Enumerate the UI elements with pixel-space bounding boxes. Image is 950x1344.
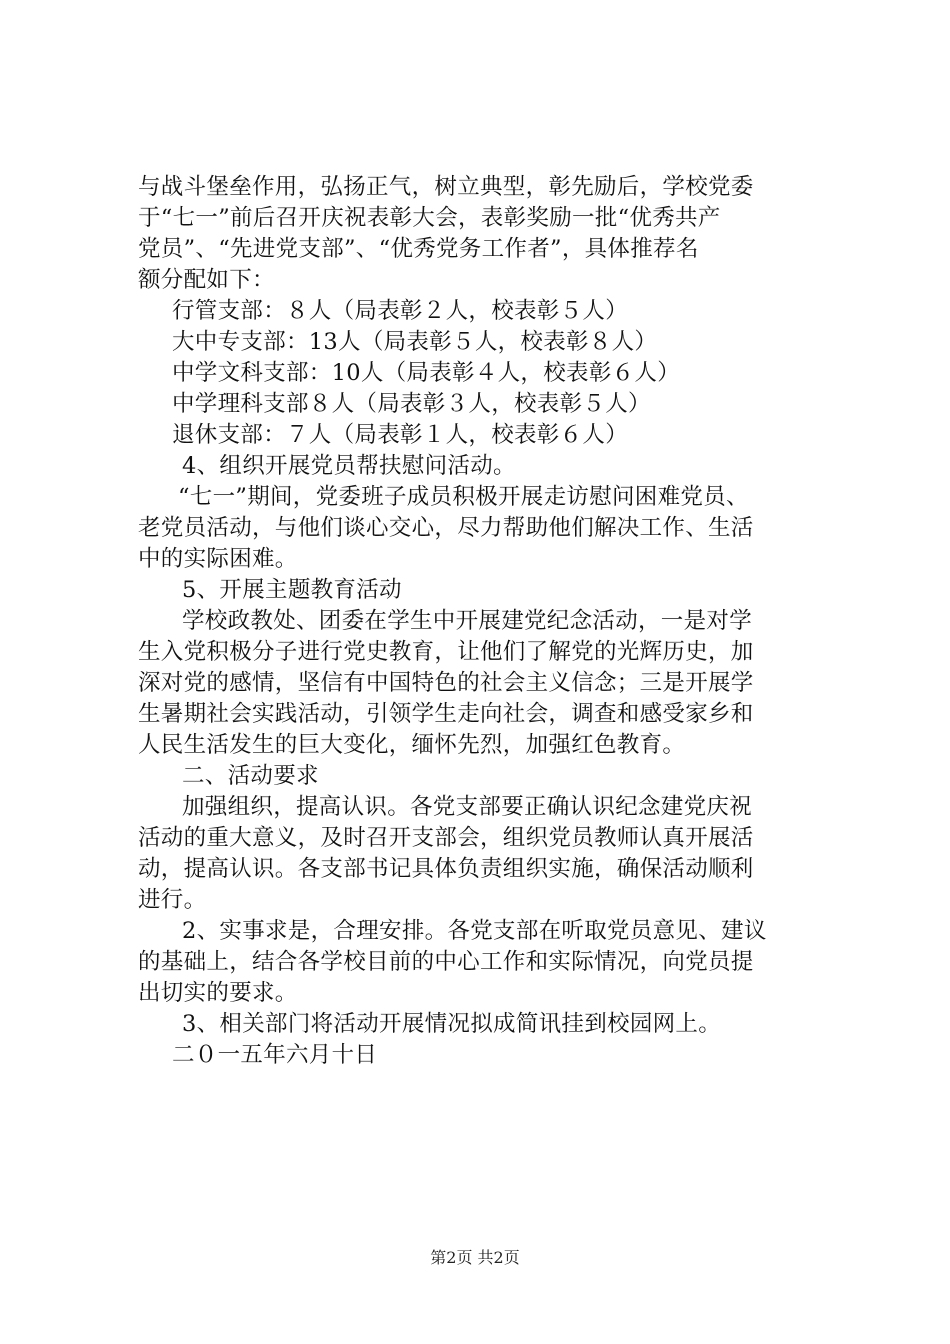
text-line: 深对党的感情，坚信有中国特色的社会主义信念；三是开展学 xyxy=(138,670,754,696)
text-line: 2、实事求是，合理安排。各党支部在听取党员意见、建议 xyxy=(182,918,767,944)
text-line: 老党员活动，与他们谈心交心，尽力帮助他们解决工作、生活 xyxy=(138,515,754,541)
text-line: 党员”、“先进党支部”、“优秀党务工作者”，具体推荐名 xyxy=(138,236,699,262)
text-line: 加强组织，提高认识。各党支部要正确认识纪念建党庆祝 xyxy=(182,794,753,820)
text-line: 与战斗堡垒作用，弘扬正气，树立典型，彰先励后，学校党委 xyxy=(138,174,754,200)
text-line: 进行。 xyxy=(138,887,207,913)
text-line: 额分配如下： xyxy=(138,267,275,293)
quota-item-retired: 退休支部：７人（局表彰１人，校表彰６人） xyxy=(172,422,629,448)
document-date: 二０一五年六月十日 xyxy=(172,1042,378,1068)
text-line: 学校政教处、团委在学生中开展建党纪念活动，一是对学 xyxy=(182,608,753,634)
text-line: 出切实的要求。 xyxy=(138,980,298,1006)
quota-item-liberal-arts: 中学文科支部：10人（局表彰４人，校表彰６人） xyxy=(172,360,681,386)
section-heading: 二、活动要求 xyxy=(182,763,319,789)
text-line: 生暑期社会实践活动，引领学生走向社会，调查和感受家乡和 xyxy=(138,701,754,727)
quota-item-admin: 行管支部：８人（局表彰２人，校表彰５人） xyxy=(172,298,629,324)
text-line: 于“七一”前后召开庆祝表彰大会，表彰奖励一批“优秀共产 xyxy=(138,205,721,231)
text-line: 的基础上，结合各学校目前的中心工作和实际情况，向党员提 xyxy=(138,949,754,975)
text-line: 中的实际困难。 xyxy=(138,546,298,572)
document-body xyxy=(138,172,818,1071)
text-line: 动，提高认识。各支部书记具体负责组织实施，确保活动顺利 xyxy=(138,856,754,882)
text-line: 3、相关部门将活动开展情况拟成简讯挂到校园网上。 xyxy=(182,1011,722,1037)
text-line: 生入党积极分子进行党史教育，让他们了解党的光辉历史，加 xyxy=(138,639,754,665)
page-number-label: 第2页 共2页 xyxy=(430,1248,520,1267)
text-line: 活动的重大意义，及时召开支部会，组织党员教师认真开展活 xyxy=(138,825,754,851)
quota-item-college: 大中专支部：13人（局表彰５人，校表彰８人） xyxy=(172,329,658,355)
page-footer xyxy=(0,1248,950,1268)
quota-item-science: 中学理科支部８人（局表彰３人，校表彰５人） xyxy=(172,391,651,417)
section-heading: 4、组织开展党员帮扶慰问活动。 xyxy=(182,453,516,479)
text-line: “七一”期间，党委班子成员积极开展走访慰问困难党员、 xyxy=(178,484,749,510)
section-heading: 5、开展主题教育活动 xyxy=(182,577,402,603)
text-line: 人民生活发生的巨大变化，缅怀先烈，加强红色教育。 xyxy=(138,732,686,758)
